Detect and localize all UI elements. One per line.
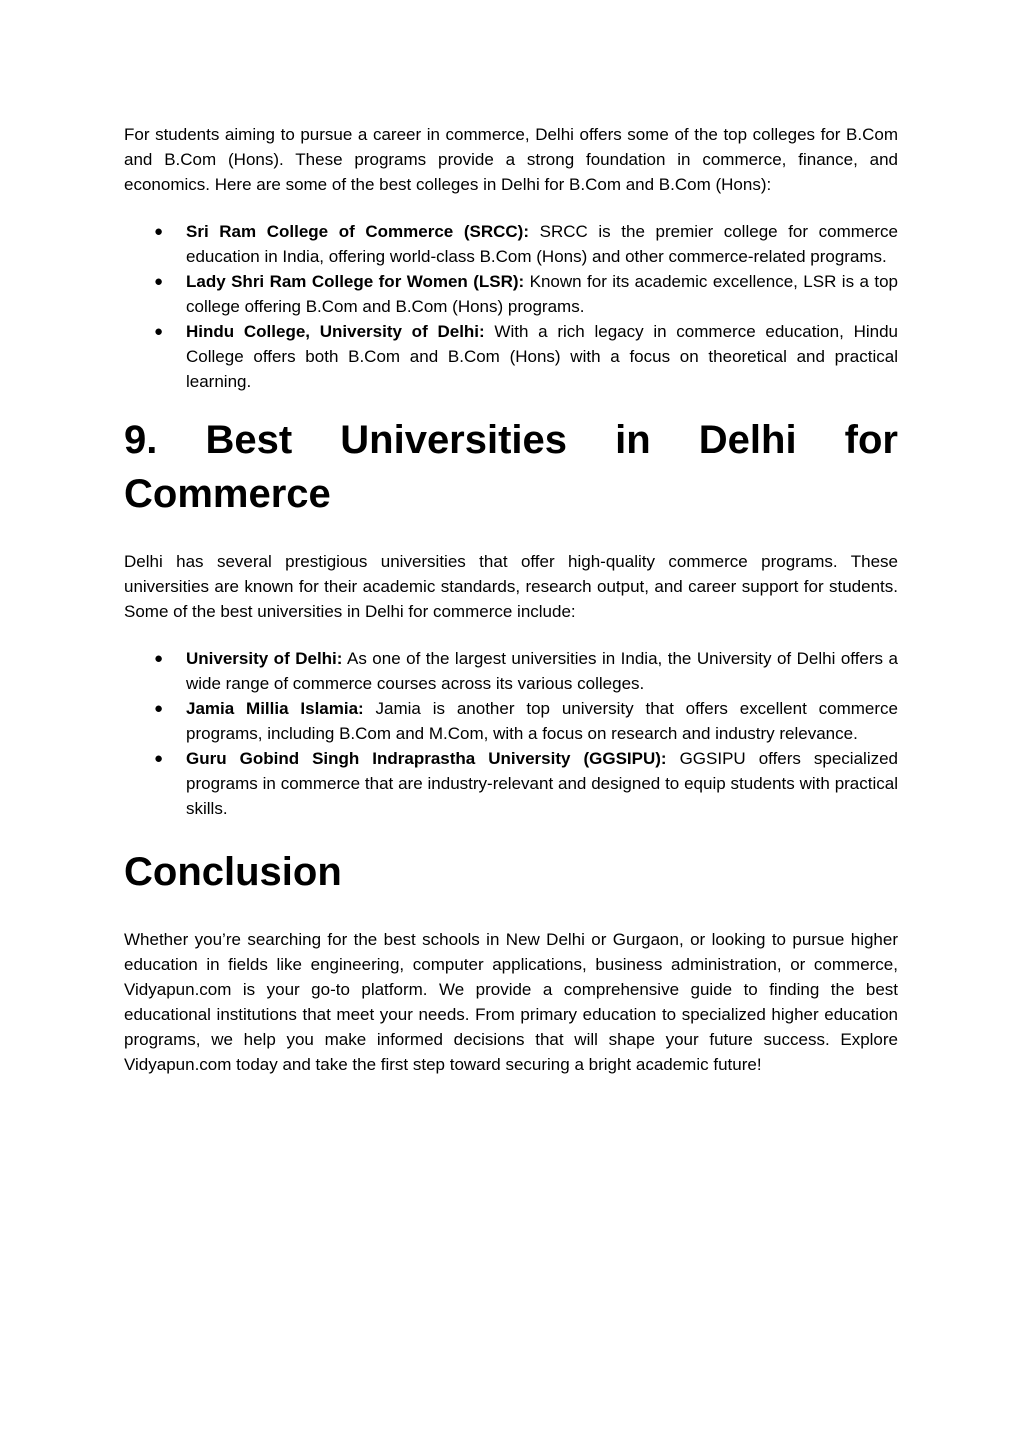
- document-page: [124, 122, 898, 1077]
- list-item-term: Sri Ram College of Commerce (SRCC):: [186, 222, 530, 241]
- list-item-text: SRCC is the premier college for commerce education in India, offering world-class B.Com (Hons) and other commerce-related programs.: [186, 222, 898, 266]
- bullet-icon: ●: [154, 273, 164, 290]
- colleges-list: [124, 219, 898, 394]
- bullet-icon: ●: [154, 223, 164, 240]
- list-item-text: GGSIPU offers specialized programs in commerce that are industry-relevant and designed to equip students with practical skills.: [186, 749, 899, 818]
- universities-paragraph: Delhi has several prestigious universities that offer high-quality commerce programs. These universities are known for their academic standards, research output, and career support for students. Some of the best universities in Delhi for commerce include:: [124, 552, 898, 621]
- list-item-text: Jamia is another top university that offers excellent commerce programs, including B.Com and M.Com, with a focus on research and industry relevance.: [186, 699, 898, 743]
- list-item: [124, 269, 898, 319]
- bullet-icon: ●: [154, 750, 164, 767]
- bullet-icon: ●: [154, 700, 164, 717]
- list-item-term: University of Delhi:: [186, 649, 343, 668]
- list-item-term: Jamia Millia Islamia:: [186, 699, 364, 718]
- conclusion-heading: Conclusion: [124, 850, 342, 894]
- universities-list: [124, 646, 898, 821]
- list-item-term: Hindu College, University of Delhi:: [186, 322, 485, 341]
- list-item-term: Lady Shri Ram College for Women (LSR):: [186, 272, 525, 291]
- universities-heading: 9. Best Universities in Delhi for Commerce: [124, 418, 898, 516]
- list-item-text: Known for its academic excellence, LSR is a top college offering B.Com and B.Com (Hons) programs.: [186, 272, 898, 316]
- list-item: [124, 646, 898, 696]
- conclusion-paragraph: Whether you’re searching for the best schools in New Delhi or Gurgaon, or looking to pursue higher education in fields like engineering, computer applications, business administration, or commerce, Vidyapun.com is your go-to platform. We provide a comprehensive guide to finding the best educational institutions that meet your needs. From primary education to specialized higher education programs, we help you make informed decisions that will shape your future success. Explore Vidyapun.com today and take the first step toward securing a bright academic future!: [124, 930, 898, 1074]
- list-item-text: As one of the largest universities in India, the University of Delhi offers a wide range of commerce courses across its various colleges.: [186, 649, 898, 693]
- list-item: [124, 219, 898, 269]
- list-item-term: Guru Gobind Singh Indraprastha University (GGSIPU):: [186, 749, 667, 768]
- intro-paragraph: For students aiming to pursue a career in commerce, Delhi offers some of the top colleges for B.Com and B.Com (Hons). These programs provide a strong foundation in commerce, finance, and economics. Here are some of the best colleges in Delhi for B.Com and B.Com (Hons):: [124, 125, 898, 194]
- list-item-text: With a rich legacy in commerce education, Hindu College offers both B.Com and B.Com (Hons) with a focus on theoretical and practical learning.: [186, 322, 898, 391]
- list-item: [124, 696, 898, 746]
- bullet-icon: ●: [154, 323, 164, 340]
- list-item: [124, 319, 898, 394]
- list-item: [124, 746, 898, 821]
- bullet-icon: ●: [154, 650, 164, 667]
